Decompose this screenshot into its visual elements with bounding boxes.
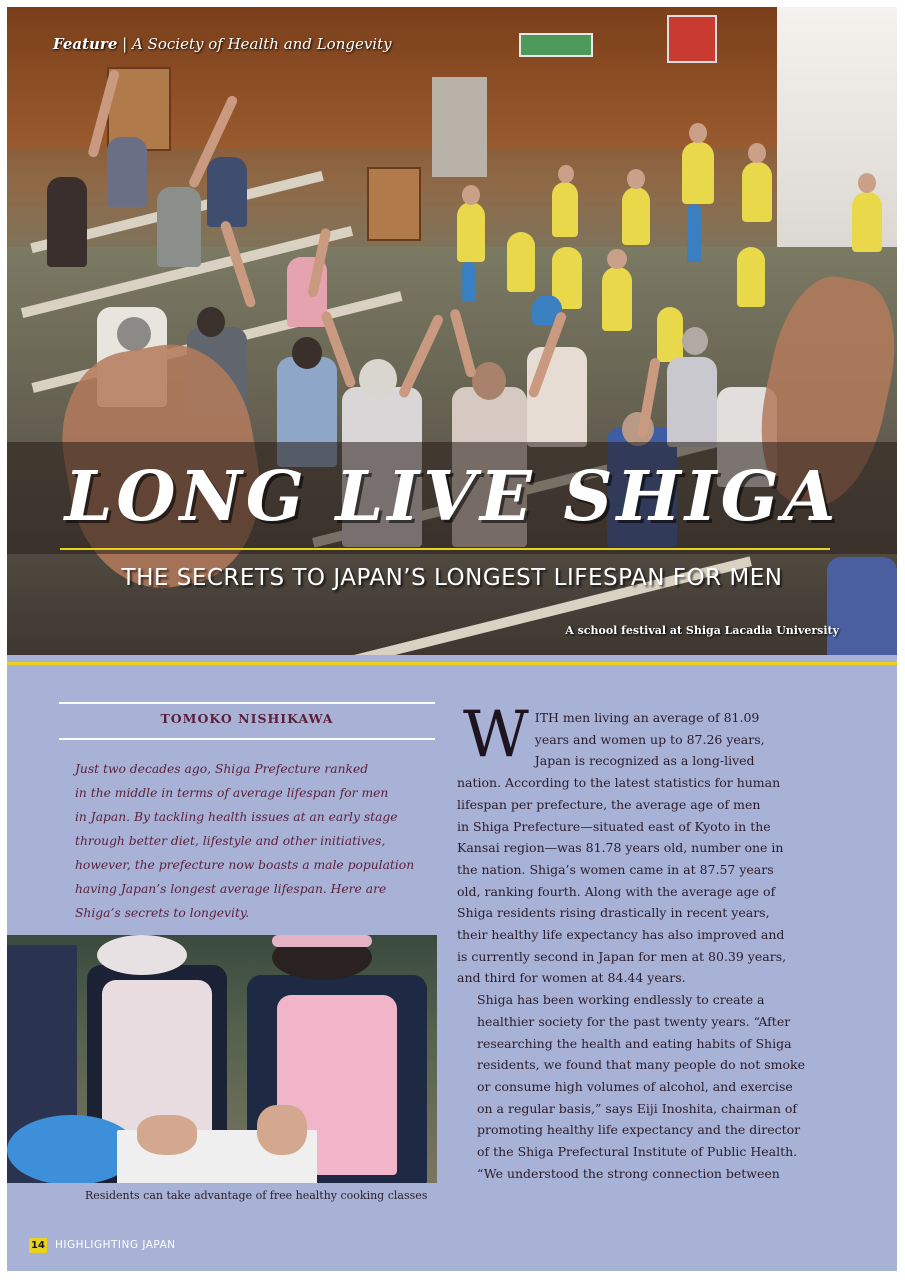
- article-line: years and women up to 87.26 years,: [534, 731, 765, 747]
- article-line: lifespan per prefecture, the average age of men: [457, 796, 761, 812]
- lead-line: Shiga’s secrets to longevity.: [75, 906, 250, 920]
- page-subtitle: THE SECRETS TO JAPAN’S LONGEST LIFESPAN FOR MEN: [121, 565, 783, 591]
- performer: [742, 162, 772, 222]
- performer-head: [858, 173, 876, 193]
- audience-member: [107, 137, 147, 207]
- hand: [137, 1115, 197, 1155]
- performer: [682, 142, 714, 204]
- podium: [367, 167, 421, 241]
- hero-photo: [7, 7, 897, 655]
- article-line: nation. According to the latest statistics for human: [457, 775, 781, 791]
- lead-line: having Japan’s longest average lifespan. Here are: [75, 882, 387, 896]
- performer: [737, 247, 765, 307]
- performer-legs: [687, 204, 701, 262]
- performer-head: [689, 123, 707, 143]
- feature-header: Feature | A Society of Health and Longevity: [53, 35, 392, 53]
- cooking-photo-caption: Residents can take advantage of free healthy cooking classes: [85, 1189, 428, 1202]
- lead-line: in Japan. By tackling health issues at an early stage: [75, 810, 398, 824]
- article-line: researching the health and eating habits of Shiga: [477, 1035, 792, 1051]
- performer-head: [748, 143, 766, 163]
- performer-legs: [462, 262, 476, 302]
- audience-member: [47, 177, 87, 267]
- lead-line: in the middle in terms of average lifespan for men: [75, 786, 389, 800]
- feature-section: A Society of Health and Longevity: [131, 35, 392, 53]
- performer: [457, 202, 485, 262]
- hand: [257, 1105, 307, 1155]
- author-rule-top: [59, 702, 435, 704]
- magazine-page: [7, 7, 897, 1271]
- audience-head: [117, 317, 151, 351]
- performer: [602, 267, 632, 331]
- performer: [622, 187, 650, 245]
- article-line: ITH men living an average of 81.09: [534, 710, 760, 725]
- curtain: [432, 77, 487, 177]
- publication-name: HIGHLIGHTING JAPAN: [55, 1239, 176, 1251]
- article-paragraph: [457, 989, 841, 1184]
- article-line: “We understood the strong connection between: [477, 1165, 780, 1181]
- article-line: is currently second in Japan for men at 80.39 years,: [457, 948, 787, 964]
- page-number: 14: [29, 1238, 47, 1253]
- article-line: of the Shiga Prefectural Institute of Public Health.: [477, 1144, 798, 1160]
- lead-line: Just two decades ago, Shiga Prefecture ranked: [75, 762, 369, 776]
- author-rule-bottom: [59, 738, 435, 740]
- article-line: and third for women at 84.44 years.: [457, 970, 686, 986]
- article-line: their healthy life expectancy has also improved and: [457, 927, 785, 943]
- audience-member: [157, 187, 201, 267]
- pink-cap: [272, 935, 372, 947]
- article-line: Japan is recognized as a long-lived: [534, 753, 755, 769]
- article-line: or consume high volumes of alcohol, and exercise: [477, 1078, 793, 1094]
- section-divider: [7, 662, 897, 665]
- performer: [852, 192, 882, 252]
- audience-head: [359, 359, 397, 399]
- article-line: the nation. Shiga’s women came in at 87.57 years: [457, 861, 774, 877]
- article-line: residents, we found that many people do not smoke: [477, 1057, 805, 1073]
- audience-member: [207, 157, 247, 227]
- lead-paragraph: [55, 757, 443, 925]
- article-paragraph: [457, 698, 841, 989]
- performer-head: [558, 165, 574, 183]
- feature-label: Feature: [53, 35, 118, 53]
- lead-line: through better diet, lifestyle and other initiatives,: [75, 834, 386, 848]
- performer-head: [462, 185, 480, 205]
- article-line: in Shiga Prefecture—situated east of Kyoto in the: [457, 818, 771, 834]
- article-line: Shiga residents rising drastically in recent years,: [457, 905, 770, 921]
- performer-head: [627, 169, 645, 189]
- article-line: Kansai region—was 81.78 years old, number one in: [457, 840, 784, 856]
- head-scarf: [97, 935, 187, 975]
- audience-head: [472, 362, 506, 400]
- performer: [657, 307, 683, 362]
- audience-member: [667, 357, 717, 447]
- drop-cap: W: [463, 698, 529, 772]
- article-line: on a regular basis,” says Eiji Inoshita, chairman of: [477, 1100, 798, 1116]
- article-body: [457, 698, 841, 1184]
- performer-head: [607, 249, 627, 269]
- article-line: old, ranking fourth. Along with the average age of: [457, 883, 776, 899]
- author-byline: TOMOKO NISHIKAWA: [160, 711, 334, 726]
- hero-photo-caption: A school festival at Shiga Lacadia University: [565, 624, 839, 637]
- cooking-class-photo: [7, 935, 437, 1183]
- performer: [507, 232, 535, 292]
- audience-head: [682, 327, 708, 355]
- article-line: promoting healthy life expectancy and the director: [477, 1122, 801, 1138]
- performer: [552, 182, 578, 237]
- article-line: healthier society for the past twenty years. “After: [477, 1013, 791, 1029]
- page-title: LONG LIVE SHIGA: [64, 457, 840, 537]
- red-sign: [667, 15, 717, 63]
- lead-line: however, the prefecture now boasts a male population: [75, 858, 415, 872]
- audience-head: [197, 307, 225, 337]
- exit-sign: [519, 33, 593, 57]
- title-rule: [60, 548, 830, 550]
- article-line: Shiga has been working endlessly to create a: [477, 992, 765, 1008]
- audience-head: [292, 337, 322, 369]
